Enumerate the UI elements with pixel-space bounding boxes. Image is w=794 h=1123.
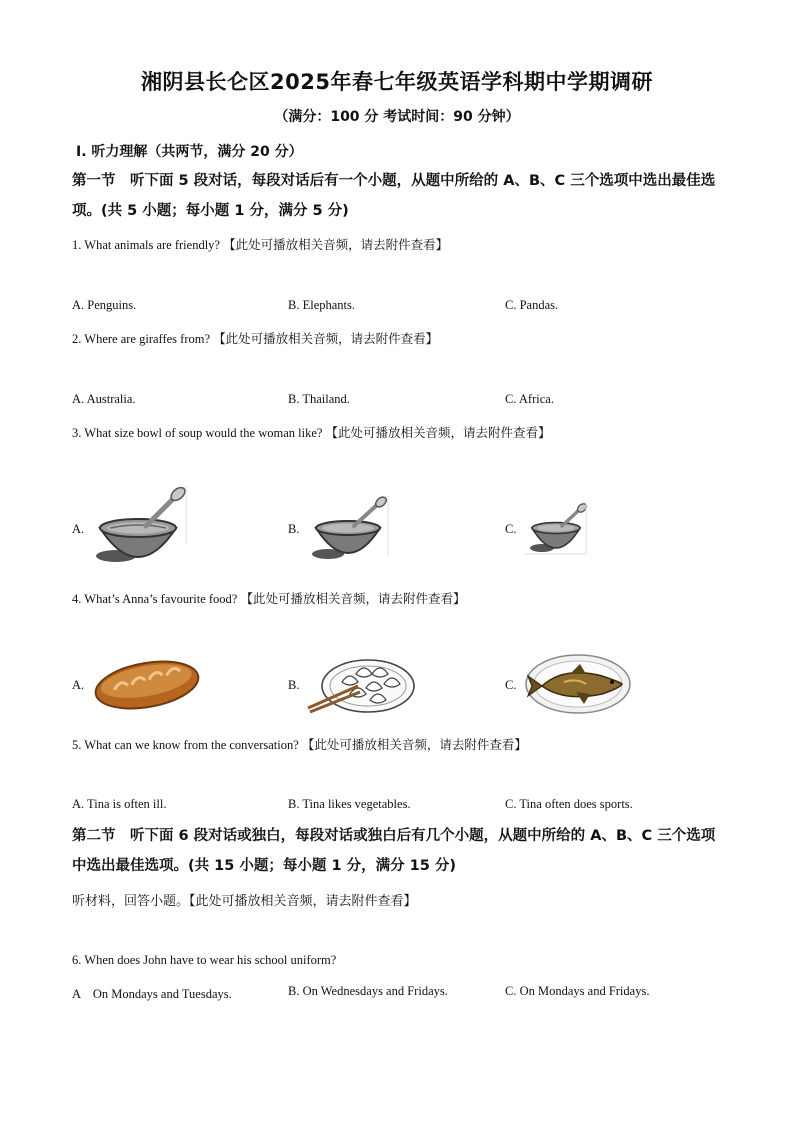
part2-instructions: 第二节 听下面 6 段对话或独白，每段对话或独白后有几个小题，从题中所给的 A、B、C 三个选项中选出最佳选项。(共 15 小题；每小题 1 分，满分 15 分) bbox=[72, 828, 716, 874]
question-3: 3. What size bowl of soup would the woman like? 【此处可播放相关音频，请去附件查看】 bbox=[72, 426, 551, 440]
listening-material-note: 听材料，回答小题。【此处可播放相关音频，请去附件查看】 bbox=[72, 893, 417, 908]
q4-option-a: A. bbox=[72, 678, 85, 692]
exam-info: （满分：100 分 考试时间：90 分钟） bbox=[274, 109, 520, 125]
fish-plate-image bbox=[524, 652, 632, 716]
bread-loaf-image bbox=[92, 654, 202, 716]
q3-option-b: B. bbox=[288, 522, 300, 536]
question-6: 6. When does John have to wear his school uniform? bbox=[72, 953, 337, 967]
q3-option-c: C. bbox=[505, 522, 517, 536]
q5-option-b: B. Tina likes vegetables. bbox=[288, 797, 411, 811]
q6-option-a: A On Mondays and Tuesdays. bbox=[72, 987, 232, 1001]
q4-option-c: C. bbox=[505, 678, 517, 692]
question-2: 2. Where are giraffes from? 【此处可播放相关音频，请去附件查看】 bbox=[72, 332, 439, 346]
large-soup-bowl-image bbox=[88, 486, 188, 566]
medium-soup-bowl-image bbox=[306, 496, 390, 562]
q1-option-b: B. Elephants. bbox=[288, 298, 356, 312]
question-5: 5. What can we know from the conversation? 【此处可播放相关音频，请去附件查看】 bbox=[72, 738, 527, 752]
q2-option-c: C. Africa. bbox=[505, 392, 554, 406]
q4-option-b: B. bbox=[288, 678, 300, 692]
dumplings-plate-image bbox=[306, 652, 418, 716]
section-heading: Ⅰ. 听力理解（共两节，满分 20 分） bbox=[76, 144, 303, 160]
question-1: 1. What animals are friendly? 【此处可播放相关音频，请去附件查看】 bbox=[72, 238, 449, 252]
page-title: 湘阴县长仑区2025年春七年级英语学科期中学期调研 bbox=[141, 70, 653, 94]
q1-option-a: A. Penguins. bbox=[72, 298, 137, 312]
question-4: 4. What’s Anna’s favourite food? 【此处可播放相关音频，请去附件查看】 bbox=[72, 592, 466, 606]
q2-option-b: B. Thailand. bbox=[288, 392, 350, 406]
q6-option-c: C. On Mondays and Fridays. bbox=[505, 984, 650, 998]
part1-instructions: 第一节 听下面 5 段对话，每段对话后有一个小题，从题中所给的 A、B、C 三个选项中选出最佳选项。(共 5 小题；每小题 1 分，满分 5 分) bbox=[72, 173, 716, 219]
q5-option-a: A. Tina is often ill. bbox=[72, 797, 167, 811]
q6-option-b: B. On Wednesdays and Fridays. bbox=[288, 984, 448, 998]
q1-option-c: C. Pandas. bbox=[505, 298, 559, 312]
small-soup-bowl-image bbox=[524, 502, 588, 556]
q2-option-a: A. Australia. bbox=[72, 392, 136, 406]
q3-option-a: A. bbox=[72, 522, 85, 536]
q5-option-c: C. Tina often does sports. bbox=[505, 797, 633, 811]
